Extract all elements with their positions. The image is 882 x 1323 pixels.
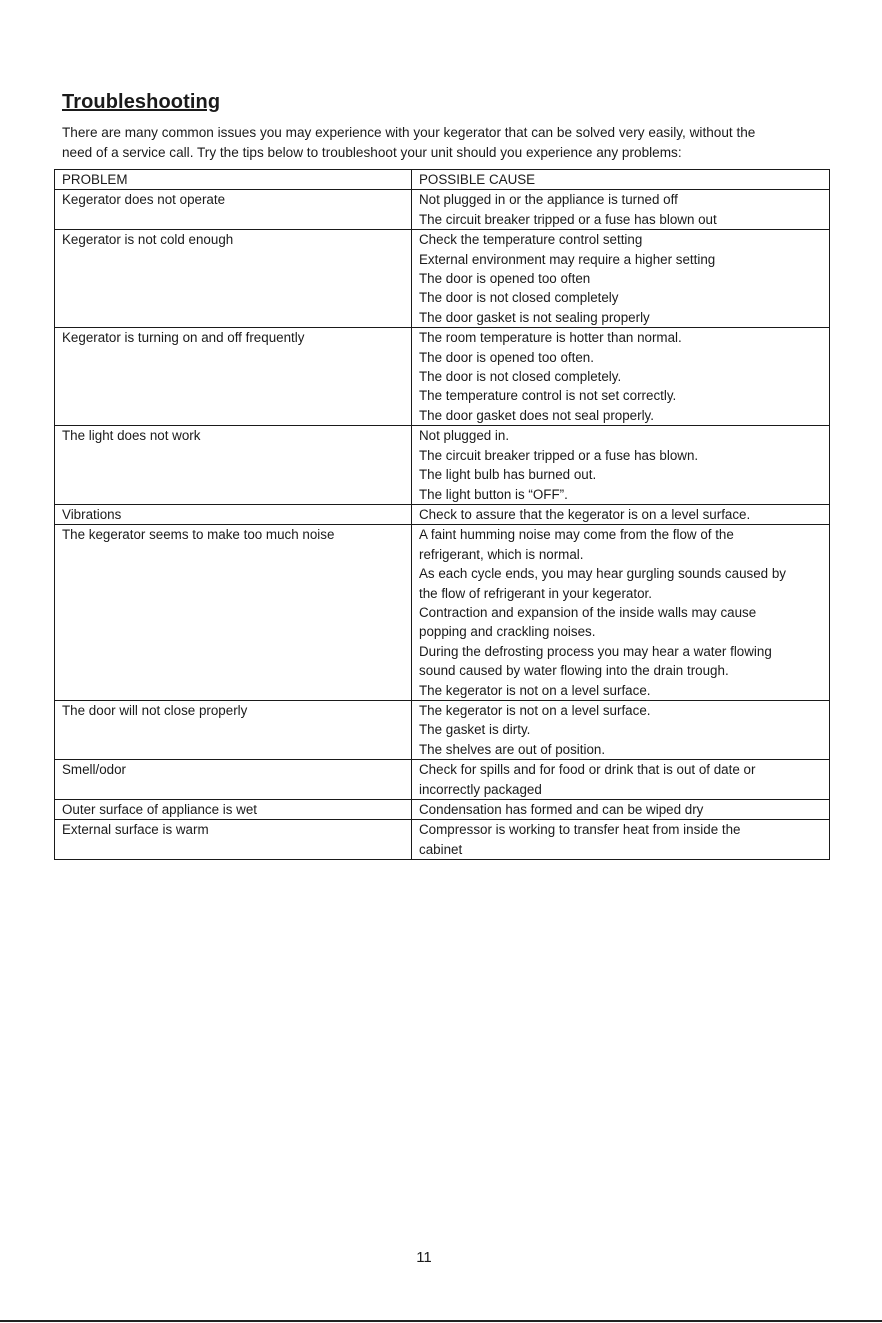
cause-line: Condensation has formed and can be wiped dry — [419, 802, 704, 817]
cause-line: The kegerator is not on a level surface. — [419, 682, 651, 698]
cause-line: The circuit breaker tripped or a fuse has blown out — [419, 211, 717, 227]
problem-cell: Kegerator is turning on and off frequently — [55, 328, 412, 426]
cause-line: A faint humming noise may come from the flow of the — [419, 527, 734, 543]
cause-line: sound caused by water flowing into the drain trough. — [419, 663, 729, 679]
cause-cell — [412, 525, 830, 701]
cause-line: Check for spills and for food or drink that is out of date or — [419, 762, 756, 778]
header-possible-cause: POSSIBLE CAUSE — [412, 170, 830, 190]
cause-line: The door is opened too often. — [419, 349, 594, 365]
cause-line: The room temperature is hotter than normal. — [419, 330, 682, 346]
table-row — [55, 426, 830, 505]
table-body — [55, 190, 830, 860]
cause-cell — [412, 328, 830, 426]
cause-line: Compressor is working to transfer heat from inside the — [419, 822, 741, 838]
cause-line: The door gasket does not seal properly. — [419, 407, 654, 423]
cause-line: The temperature control is not set correctly. — [419, 388, 677, 404]
cause-cell — [412, 426, 830, 505]
cause-line: The door is not closed completely — [419, 290, 619, 306]
cause-cell — [412, 230, 830, 328]
cause-line: The light button is “OFF”. — [419, 486, 568, 502]
intro-line: need of a service call. Try the tips below to troubleshoot your unit should you experience any problems: — [62, 144, 682, 160]
cause-line: The door gasket is not sealing properly — [419, 309, 650, 325]
cause-line: incorrectly packaged — [419, 781, 542, 797]
problem-cell: The light does not work — [55, 426, 412, 505]
table-row — [55, 700, 830, 759]
cause-line: Contraction and expansion of the inside walls may cause — [419, 604, 757, 620]
cause-line: The light bulb has burned out. — [419, 467, 597, 483]
problem-cell: Outer surface of appliance is wet — [55, 800, 412, 820]
cause-line: The kegerator is not on a level surface. — [419, 702, 651, 718]
cause-cell — [412, 700, 830, 759]
cause-cell — [412, 504, 830, 524]
intro-line: There are many common issues you may experience with your kegerator that can be solved very easily, without the — [62, 125, 756, 140]
cause-line: the flow of refrigerant in your kegerator. — [419, 585, 652, 601]
problem-cell: The door will not close properly — [55, 700, 412, 759]
table-row — [55, 504, 830, 524]
cause-cell — [412, 190, 830, 230]
cause-cell — [412, 820, 830, 860]
table-row — [55, 800, 830, 820]
table-row — [55, 190, 830, 230]
cause-line: The door is not closed completely. — [419, 369, 622, 385]
cause-line: The gasket is dirty. — [419, 722, 531, 738]
cause-cell — [412, 760, 830, 800]
intro-paragraph — [62, 123, 832, 162]
cause-line: cabinet — [419, 841, 463, 857]
page-number: 11 — [416, 1249, 432, 1266]
cause-line: refrigerant, which is normal. — [419, 546, 584, 562]
cause-line: Check to assure that the kegerator is on a level surface. — [419, 506, 751, 522]
problem-cell: Kegerator does not operate — [55, 190, 412, 230]
cause-line: Not plugged in or the appliance is turned off — [419, 192, 678, 208]
problem-cell: The kegerator seems to make too much noise — [55, 525, 412, 701]
problem-cell: Smell/odor — [55, 760, 412, 800]
cause-line: Not plugged in. — [419, 428, 510, 444]
problem-cell: Kegerator is not cold enough — [55, 230, 412, 328]
table-row — [55, 328, 830, 426]
table-row — [55, 525, 830, 701]
cause-line: External environment may require a higher setting — [419, 251, 716, 267]
bottom-rule — [0, 1320, 882, 1322]
problem-cell: External surface is warm — [55, 820, 412, 860]
table-row — [55, 820, 830, 860]
page-title: Troubleshooting — [62, 91, 221, 113]
cause-line: As each cycle ends, you may hear gurgling sounds caused by — [419, 566, 786, 582]
table-row — [55, 760, 830, 800]
cause-line: popping and crackling noises. — [419, 624, 596, 640]
troubleshooting-table — [54, 169, 830, 860]
cause-cell — [412, 800, 830, 820]
header-problem: PROBLEM — [55, 170, 412, 190]
cause-line: The shelves are out of position. — [419, 741, 606, 757]
table-row — [55, 230, 830, 328]
cause-line: During the defrosting process you may hear a water flowing — [419, 643, 772, 659]
cause-line: The door is opened too often — [419, 271, 591, 287]
cause-line: The circuit breaker tripped or a fuse has blown. — [419, 447, 699, 463]
problem-cell: Vibrations — [55, 504, 412, 524]
cause-line: Check the temperature control setting — [419, 232, 643, 248]
table-header-row — [55, 170, 830, 190]
